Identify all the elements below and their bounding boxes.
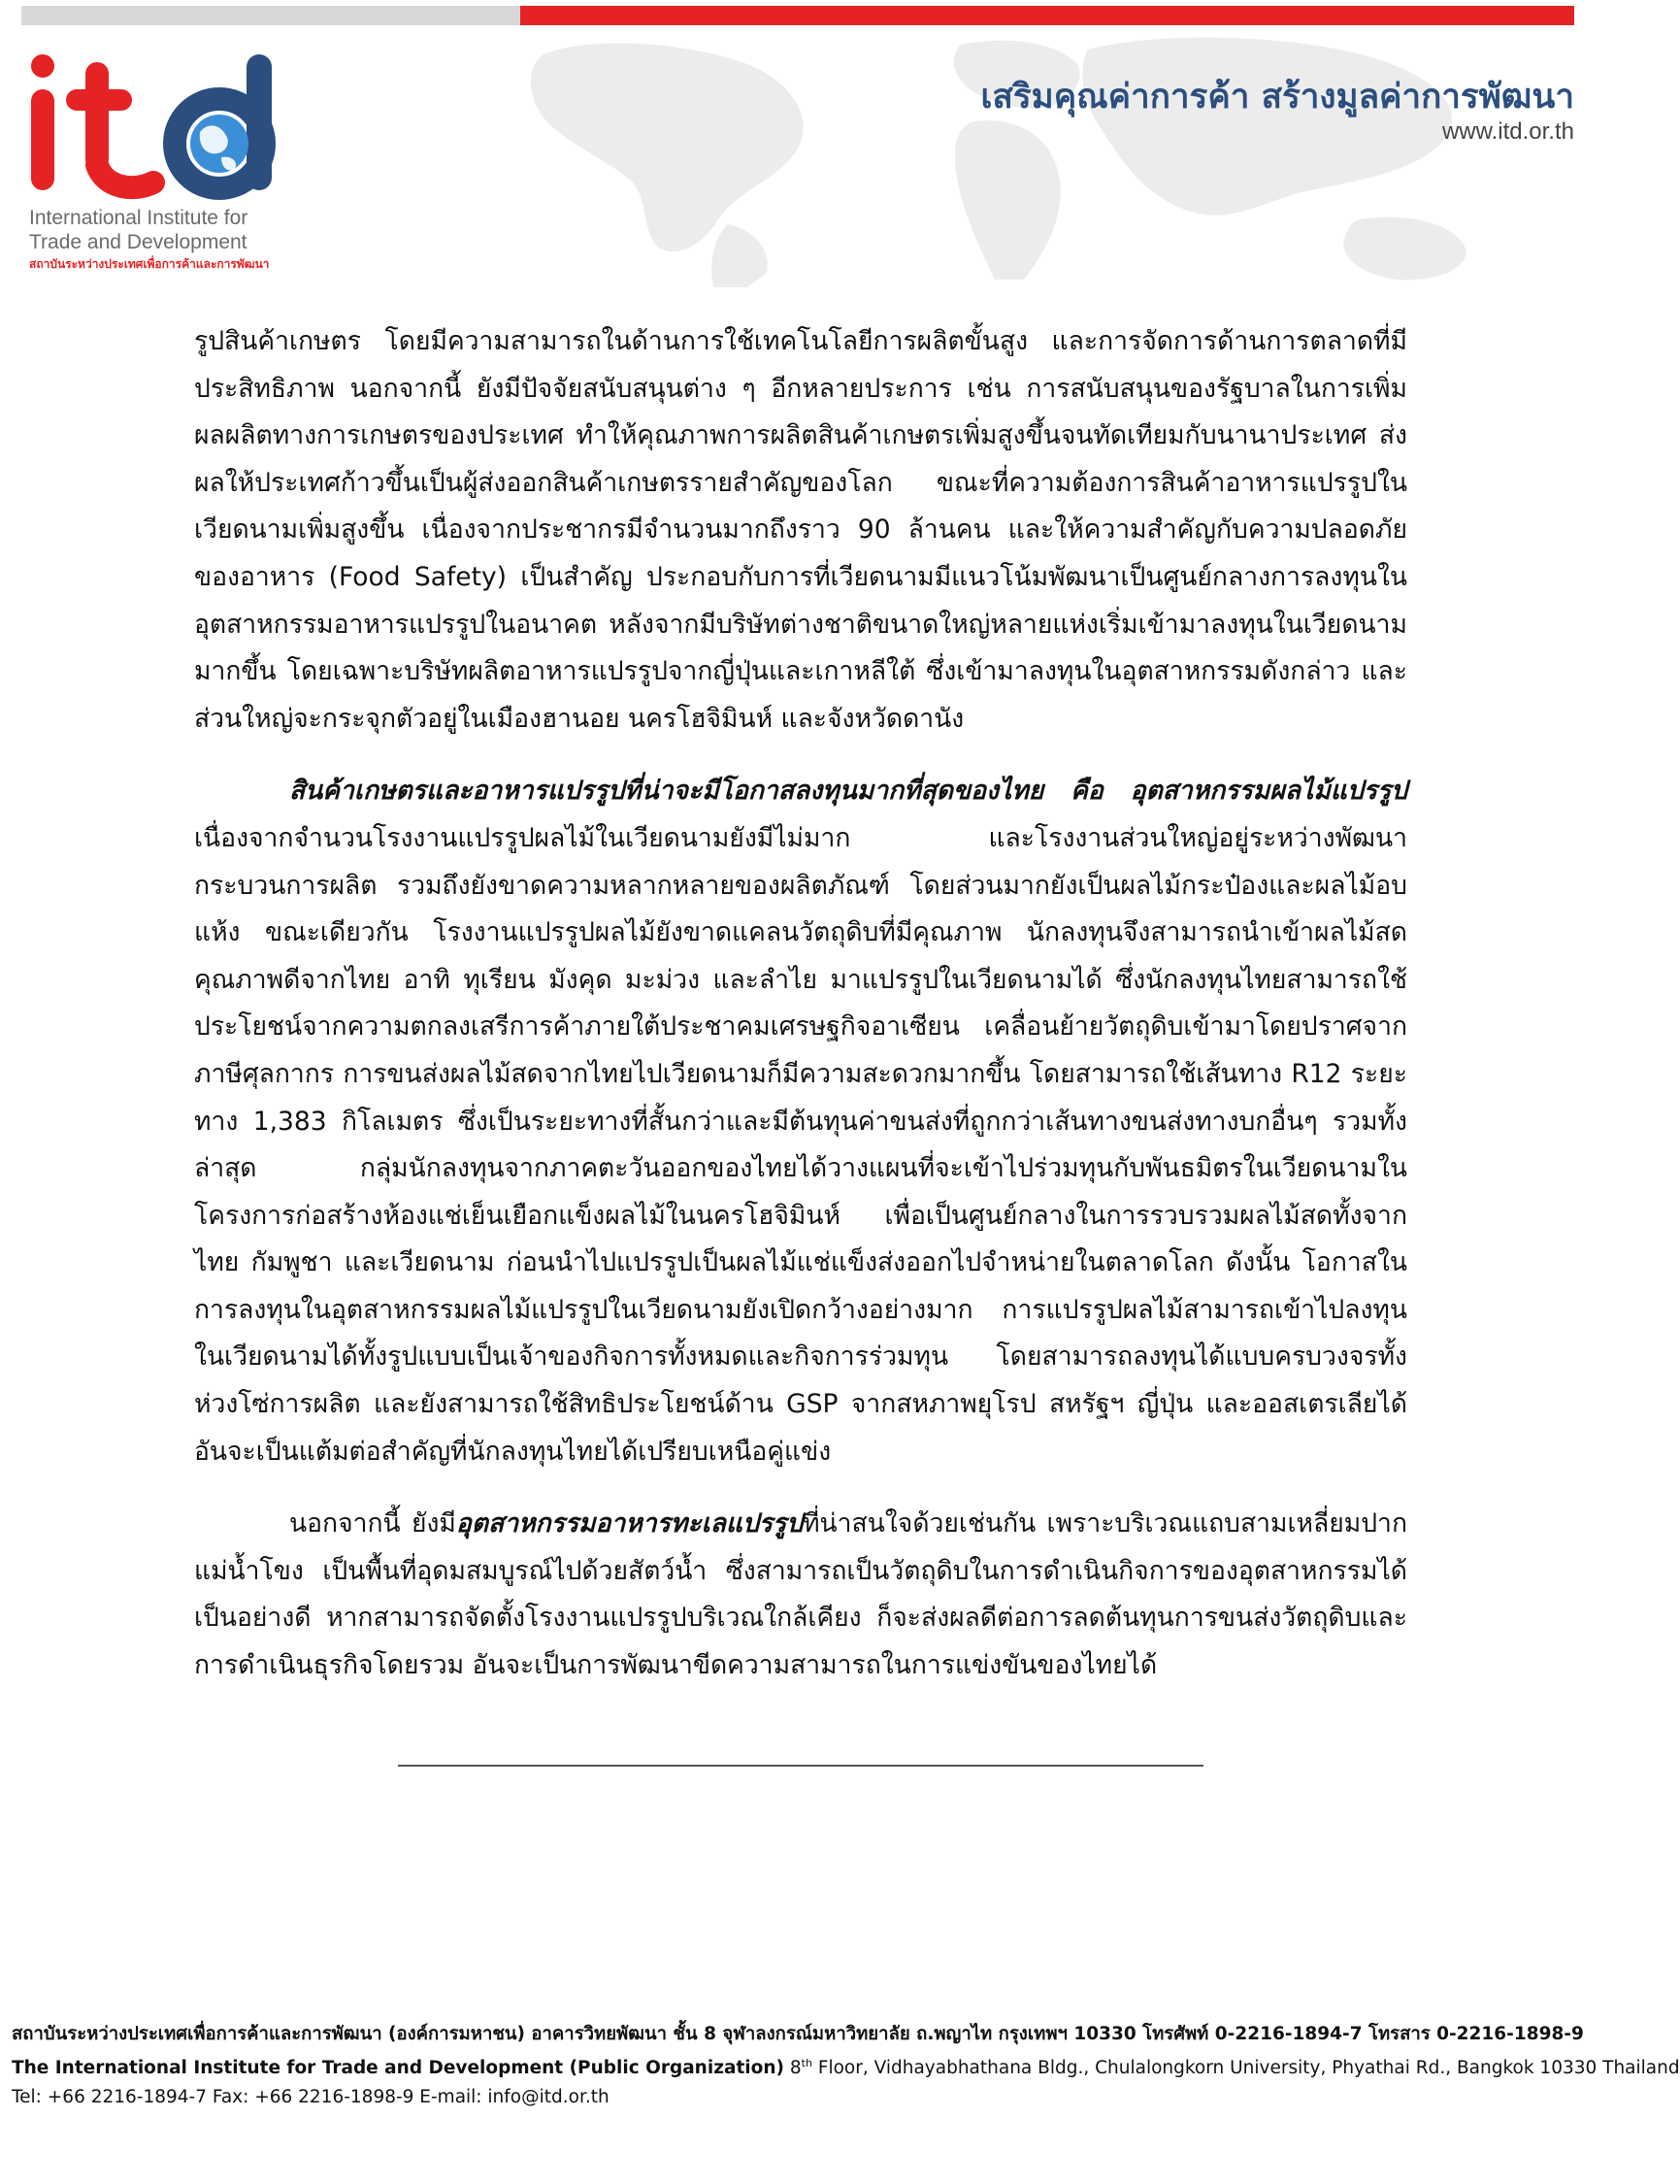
- paragraph-3-emphasis: อุตสาหกรรมอาหารทะเลแปรรูป: [455, 1508, 804, 1539]
- itd-logo: [27, 50, 289, 274]
- logo-english-name: [29, 206, 247, 254]
- paragraph-2-text: เนื่องจากจำนวนโรงงานแปรรูปผลไม้ในเวียดนามยังมีไม่มาก และโรงงานส่วนใหญ่อยู่ระหว่างพัฒนากระบวนการผลิต รวมถึงยังขาดความหลากหลายของผลิตภัณฑ์ โดยส่วนมากยังเป็นผลไม้กระป๋องและผลไม้อบแห้ง ขณะเดียวกัน โรงงานแปรรูปผลไม้ยังขาดแคลนวัตถุดิบที่มีคุณภาพ นักลงทุนจึงสามารถนำเข้าผลไม้สดคุณภาพดีจากไทย อาทิ ทุเรียน มังคุด มะม่วง และลำไย มาแปรรูปในเวียดนามได้ ซึ่งนักลงทุนไทยสามารถใช้ประโยชน์จากความตกลงเสรีการค้าภายใต้ประชาคมเศรษฐกิจอาเซียน เคลื่อนย้ายวัตถุดิบเข้ามาโดยปราศจากภาษีศุลกากร การขนส่งผลไม้สดจากไทยไปเวียดนามก็มีความสะดวกมากขึ้น โดยสามารถใช้เส้นทาง R12 ระยะทาง 1,383 กิโลเมตร ซึ่งเป็นระยะทางที่สั้นกว่าและมีต้นทุนค่าขนส่งที่ถูกกว่าเส้นทางขนส่งทางบกอื่นๆ รวมทั้งล่าสุด กลุ่มนักลงทุนจากภาคตะวันออกของไทยได้วางแผนที่จะเข้าไปร่วมทุนกับพันธมิตรในเวียดนามในโครงการก่อสร้างห้องแช่เย็นเยือกแข็งผลไม้ในนครโฮจิมินห์ เพื่อเป็นศูนย์กลางในการรวบรวมผลไม้สดทั้งจากไทย กัมพูชา และเวียดนาม ก่อนนำไปแปรรูปเป็นผลไม้แช่แข็งส่งออกไปจำหน่ายในตลาดโลก ดังนั้น โอกาสในการลงทุนในอุตสาหกรรมผลไม้แปรรูปในเวียดนามยังเปิดกว้างอย่างมาก การแปรรูปผลไม้สามารถเข้าไปลงทุนในเวียดนามได้ทั้งรูปแบบเป็นเจ้าของกิจการทั้งหมดและกิจการร่วมทุน โดยสามารถลงทุนได้แบบครบวงจรทั้งห่วงโซ่การผลิต และยังสามารถใช้สิทธิประโยชน์ด้าน GSP จากสหภาพยุโรป สหรัฐฯ ญี่ปุ่น และออสเตรเลียได้ อันจะเป็นแต้มต่อสำคัญที่นักลงทุนไทยได้เปรียบเหนือคู่แข่ง: [194, 822, 1407, 1467]
- section-divider: [398, 1765, 1203, 1767]
- logo-thai-name: สถาบันระหว่างประเทศเพื่อการค้าและการพัฒนา: [29, 257, 270, 271]
- footer-contact: Tel: +66 2216-1894-7 Fax: +66 2216-1898-9 E-mail: info@itd.or.th: [12, 2087, 609, 2108]
- header-website: www.itd.or.th: [1441, 118, 1574, 145]
- footer-address: Floor, Vidhayabhathana Bldg., Chulalongkorn University, Phyathai Rd., Bangkok 10330 Thailand: [811, 2058, 1680, 2079]
- document-body: [194, 318, 1407, 1715]
- footer-thai-address: สถาบันระหว่างประเทศเพื่อการค้าและการพัฒนา (องค์การมหาชน) อาคารวิทยพัฒนา ชั้น 8 จุฬาลงกรณ์มหาวิทยาลัย ถ.พญาไท กรุงเทพฯ 10330 โทรศัพท์ 0-2216-1894-7 โทรสาร 0-2216-1898-9: [12, 2024, 1584, 2044]
- paragraph-2: [194, 768, 1407, 1475]
- world-map-background: [505, 25, 1572, 287]
- header-slogan: เสริมคุณค่าการค้า สร้างมูลค่าการพัฒนา: [980, 78, 1574, 116]
- logo-en-line-2: Trade and Development: [29, 231, 247, 253]
- footer: [12, 2020, 1680, 2112]
- footer-english-address: [12, 2049, 1680, 2083]
- paragraph-2-emphasis: สินค้าเกษตรและอาหารแปรรูปที่น่าจะมีโอกาสลงทุนมากที่สุดของไทย คือ อุตสาหกรรมผลไม้แปรรูป: [289, 776, 1407, 807]
- paragraph-3-text: ที่น่าสนใจด้วยเช่นกัน เพราะบริเวณแถบสามเหลี่ยมปากแม่น้ำโขง เป็นพื้นที่อุดมสมบูรณ์ไปด้วยสัตว์น้ำ ซึ่งสามารถเป็นวัตถุดิบในการดำเนินกิจการของอุตสาหกรรมได้เป็นอย่างดี หากสามารถจัดตั้งโรงงานแปรรูปบริเวณใกล้เคียง ก็จะส่งผลดีต่อการลดต้นทุนการขนส่งวัตถุดิบและการดำเนินธุรกิจโดยรวม อันจะเป็นการพัฒนาขีดความสามารถในการแข่งขันของไทยได้: [194, 1508, 1407, 1681]
- header-red-bar: [520, 6, 1574, 25]
- footer-org-name: The International Institute for Trade and Development (Public Organization): [12, 2058, 784, 2079]
- itd-logo-mark: [27, 50, 280, 206]
- footer-floor: 8: [783, 2058, 802, 2079]
- paragraph-3-lead: นอกจากนี้ ยังมี: [289, 1508, 456, 1539]
- logo-en-line-1: International Institute for: [29, 207, 248, 229]
- paragraph-1: รูปสินค้าเกษตร โดยมีความสามารถในด้านการใช้เทคโนโลยีการผลิตขั้นสูง และการจัดการด้านการตลาดที่มีประสิทธิภาพ นอกจากนี้ ยังมีปัจจัยสนับสนุนต่าง ๆ อีกหลายประการ เช่น การสนับสนุนของรัฐบาลในการเพิ่มผลผลิตทางการเกษตรของประเทศ ทำให้คุณภาพการผลิตสินค้าเกษตรเพิ่มสูงขึ้นจนทัดเทียมกับนานาประเทศ ส่งผลให้ประเทศก้าวขึ้นเป็นผู้ส่งออกสินค้าเกษตรรายสำคัญของโลก ขณะที่ความต้องการสินค้าอาหารแปรรูปในเวียดนามเพิ่มสูงขึ้น เนื่องจากประชากรมีจำนวนมากถึงราว 90 ล้านคน และให้ความสำคัญกับความปลอดภัยของอาหาร (Food Safety) เป็นสำคัญ ประกอบกับการที่เวียดนามมีแนวโน้มพัฒนาเป็นศูนย์กลางการลงทุนในอุตสาหกรรมอาหารแปรรูปในอนาคต หลังจากมีบริษัทต่างชาติขนาดใหญ่หลายแห่งเริ่มเข้ามาลงทุนในเวียดนามมากขึ้น โดยเฉพาะบริษัทผลิตอาหารแปรรูปจากญี่ปุ่นและเกาหลีใต้ ซึ่งเข้ามาลงทุนในอุตสาหกรรมดังกล่าว และส่วนใหญ่จะกระจุกตัวอยู่ในเมืองฮานอย นครโฮจิมินห์ และจังหวัดดานัง: [194, 326, 1407, 734]
- footer-floor-suffix: th: [801, 2057, 812, 2069]
- paragraph-3: [194, 1501, 1407, 1689]
- header-gray-bar: [21, 6, 520, 25]
